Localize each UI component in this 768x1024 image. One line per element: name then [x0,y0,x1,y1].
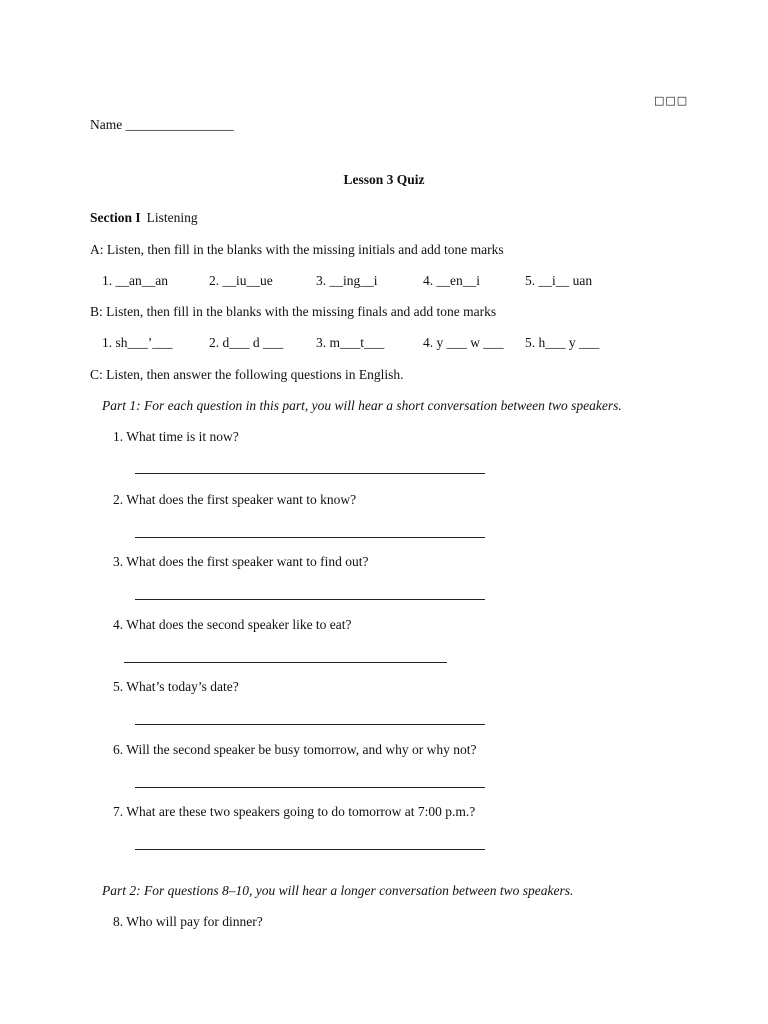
section-name: Listening [146,210,198,225]
part-a-item: 2. __iu__ue [209,273,273,288]
answer-line[interactable] [124,661,447,663]
question: 4. What does the second speaker like to eat? [113,617,352,632]
question: 1. What time is it now? [113,429,239,444]
section-heading [90,210,198,226]
part-a-item: 4. __en__i [423,273,480,288]
question: 5. What’s today’s date? [113,679,239,694]
part-a-item: 1. __an__an [102,273,168,288]
answer-line[interactable] [135,472,485,474]
question: 8. Who will pay for dinner? [113,914,263,929]
answer-line[interactable] [135,536,485,538]
part-c-instruction: C: Listen, then answer the following questions in English. [90,367,404,382]
part-a-item: 3. __ing__i [316,273,378,288]
part-b-item: 2. d___ d ___ [209,335,284,350]
part-1-instruction: Part 1: For each question in this part, you will hear a short conversation between two speakers. [102,398,622,413]
part-b-instruction: B: Listen, then fill in the blanks with the missing finals and add tone marks [90,304,497,319]
part-2-instruction: Part 2: For questions 8–10, you will hear a longer conversation between two speakers. [102,883,574,898]
answer-line[interactable] [135,848,485,850]
answer-line[interactable] [135,786,485,788]
part-a-item: 5. __i__ uan [525,273,593,288]
corner-mark: □□□ [654,94,689,107]
part-b-item: 1. sh___’___ [102,335,173,350]
part-b-item: 4. y ___ w ___ [423,335,504,350]
question: 7. What are these two speakers going to do tomorrow at 7:00 p.m.? [113,804,476,819]
name-field-label: Name ________________ [90,117,234,132]
section-number: Section I [90,210,141,225]
page-title: Lesson 3 Quiz [343,172,425,187]
answer-line[interactable] [135,598,485,600]
part-b-item: 5. h___ y ___ [525,335,600,350]
part-b-item: 3. m___t___ [316,335,385,350]
question: 3. What does the first speaker want to find out? [113,554,369,569]
part-a-instruction: A: Listen, then fill in the blanks with the missing initials and add tone marks [90,242,504,257]
answer-line[interactable] [135,723,485,725]
question: 2. What does the first speaker want to know? [113,492,357,507]
question: 6. Will the second speaker be busy tomorrow, and why or why not? [113,742,477,757]
